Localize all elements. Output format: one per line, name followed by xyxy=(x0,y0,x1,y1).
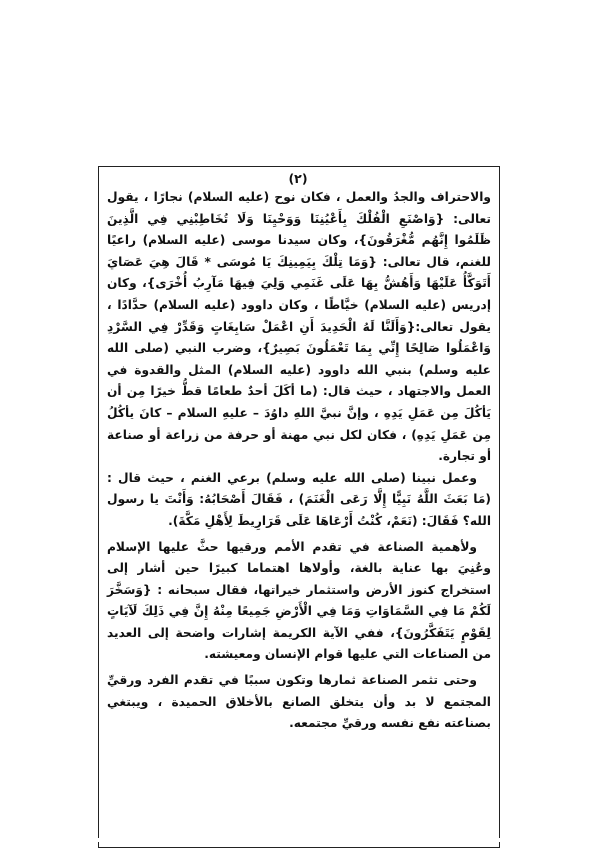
body-text xyxy=(107,187,491,735)
page-number: (٢) xyxy=(288,171,308,186)
paragraph-shepherding: وعمل نبينا (صلى الله عليه وسلم) برعي الغنم ، حيث قال : (مَا بَعَثَ اللَّهُ نَبِيًّا إِلَّا رَعَى الْغَنَمَ) ، فَقَالَ أَصْحَابُهُ: وَأَنْتَ يا رسول الله؟ فَقَالَ: (نَعَمْ، كُنْتُ أَرْعَاهَا عَلَى قَرَارِيطَ لِأَهْلِ مَكَّةَ). xyxy=(107,470,491,528)
paragraph-craftsman-ethics: وحتى تثمر الصناعة ثمارها وتكون سببًا في تقدم الفرد ورقيِّ المجتمع لا بد وأن يتخلق الصانع بالأخلاق الحميدة ، ويبتغي بصناعته نفع نفسه ورقيِّ مجتمعه. xyxy=(107,673,491,731)
paragraph-prophets-crafts: والاحتراف والجدُ والعمل ، فكان نوح (عليه السلام) نجارًا ، يقول تعالى: {وَاصْنَعِ الْفُلْكَ بِأَعْيُنِنَا وَوَحْيِنَا وَلَا تُخَاطِبْنِي فِي الَّذِينَ ظَلَمُوا إِنَّهُم مُّغْرَقُونَ}، وكان سيدنا موسى (عليه السلام) راعيًا للغنم، قال تعالى: {وَمَا تِلْكَ بِيَمِينِكَ يَا مُوسَى * قَالَ هِيَ عَصَايَ أَتَوَكَّأُ عَلَيْهَا وَأَهُشُّ بِهَا عَلَى غَنَمِي وَلِيَ فِيهَا مَآرِبُ أُخْرَى}، وكان إدريس (عليه السلام) خيَّاطًا ، وكان داوود (عليه السلام) حدَّادًا ، يقول تعالى:{وَأَلَنَّا لَهُ الْحَدِيدَ أَنِ اعْمَلْ سَابِغَاتٍ وَقَدِّرْ فِي السَّرْدِ وَاعْمَلُوا صَالِحًا إِنِّي بِمَا تَعْمَلُونَ بَصِيرٌ}، وضرب النبي (صلى الله عليه وسلم) بنبي الله داوود (عليه السلام) المثل والقدوة في العمل والاجتهاد ، حيث قال: (ما أكَلَ أحدٌ طعامًا قطُّ خيرًا مِن أن يَأكُلَ مِن عَمَلِ يَدِهِ ، وإنَّ نبيَّ اللهِ داوُدَ – عليهِ السلام – كانَ يأكُلُ مِن عَمَلِ يَدِهِ) ، فكان لكل نبي مهنة أو حرفة من زراعة أو صناعة أو تجارة. xyxy=(107,190,491,464)
frame-clip xyxy=(98,838,500,842)
paragraph-industry-importance: ولأهمية الصناعة في تقدم الأمم ورقيها حثَّ عليها الإسلام وعُنِيَ بها عناية بالغة، وأولاها اهتماما كبيرًا حين أشار إلى استخراج كنوز الأرض واستثمار خيراتها، فقال سبحانه : {وَسَخَّرَ لَكُمْ مَا فِي السَّمَاوَاتِ وَمَا فِي الْأَرْضِ جَمِيعًا مِنْهُ إِنَّ فِي ذَلِكَ لَآيَاتٍ لِقَوْمٍ يَتَفَكَّرُونَ}، ففي الآية الكريمة إشارات واضحة إلى العديد من الصناعات التي عليها قوام الإنسان ومعيشته. xyxy=(107,539,491,662)
